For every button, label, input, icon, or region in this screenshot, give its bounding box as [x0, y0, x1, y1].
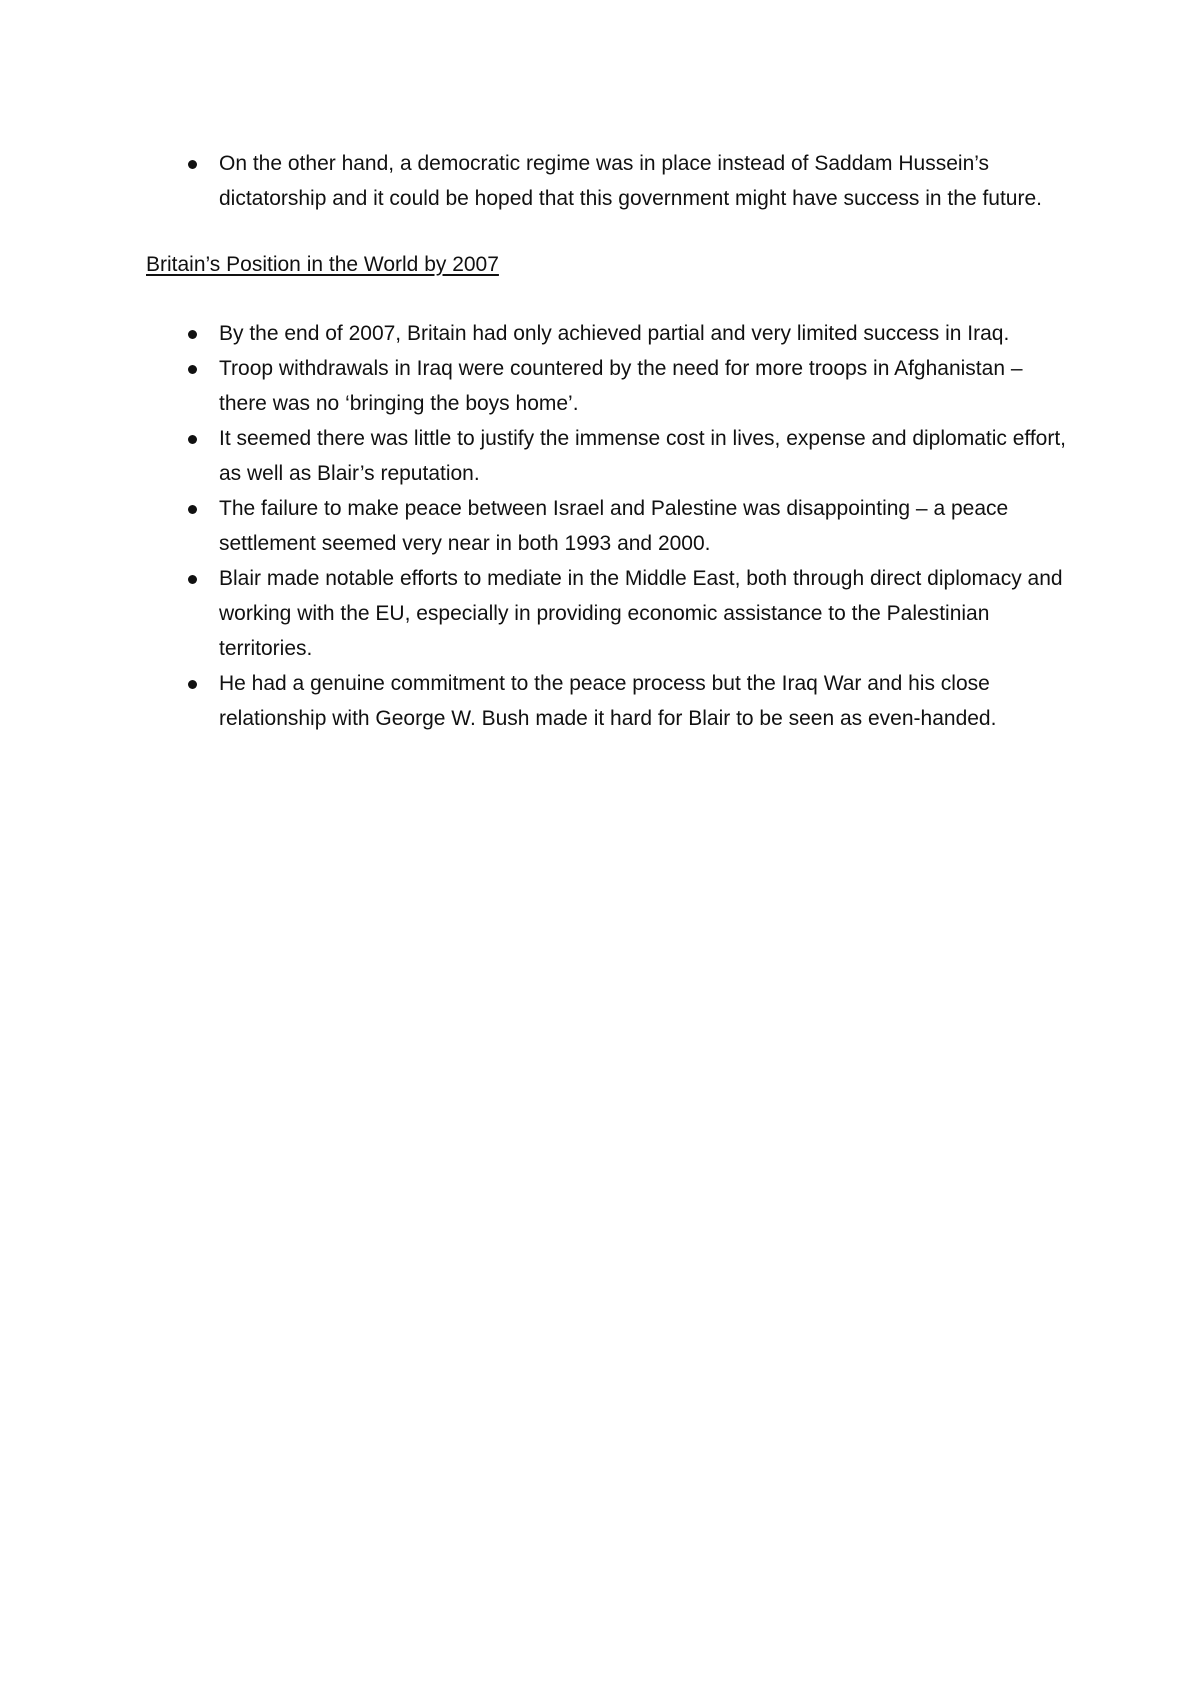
- list-item-text: It seemed there was little to justify the immense cost in lives, expense and diplomatic effort, as well as Blair’s reputation.: [219, 427, 1067, 485]
- list-item-text: Troop withdrawals in Iraq were countered by the need for more troops in Afghanistan – there was no ‘bringing the boys home’.: [219, 357, 1023, 415]
- list-item: [146, 351, 1076, 421]
- list-item: [146, 316, 1076, 351]
- bullet-icon: [188, 680, 197, 689]
- list-item-text: On the other hand, a democratic regime was in place instead of Saddam Hussein’s dictatorship and it could be hoped that this government might have success in the future.: [219, 152, 1042, 210]
- bullet-icon: [188, 575, 197, 584]
- bullet-icon: [188, 160, 197, 169]
- section-bullet-list: [146, 316, 1076, 736]
- bullet-icon: [188, 435, 197, 444]
- list-item-text: Blair made notable efforts to mediate in the Middle East, both through direct diplomacy and working with the EU, especially in providing economic assistance to the Palestinian territories.: [219, 567, 1063, 660]
- list-item: [146, 666, 1076, 736]
- intro-bullet-list: [146, 146, 1076, 216]
- list-item: [146, 421, 1076, 491]
- list-item-text: He had a genuine commitment to the peace process but the Iraq War and his close relationship with George W. Bush made it hard for Blair to be seen as even-handed.: [219, 672, 997, 730]
- bullet-icon: [188, 330, 197, 339]
- list-item: [146, 146, 1076, 216]
- list-item: [146, 561, 1076, 666]
- bullet-icon: [188, 365, 197, 374]
- list-item: [146, 491, 1076, 561]
- page-content: [146, 146, 1076, 736]
- bullet-icon: [188, 505, 197, 514]
- list-item-text: By the end of 2007, Britain had only achieved partial and very limited success in Iraq.: [219, 322, 1010, 345]
- list-item-text: The failure to make peace between Israel and Palestine was disappointing – a peace settlement seemed very near in both 1993 and 2000.: [219, 497, 1009, 555]
- section-heading: Britain’s Position in the World by 2007: [146, 253, 499, 276]
